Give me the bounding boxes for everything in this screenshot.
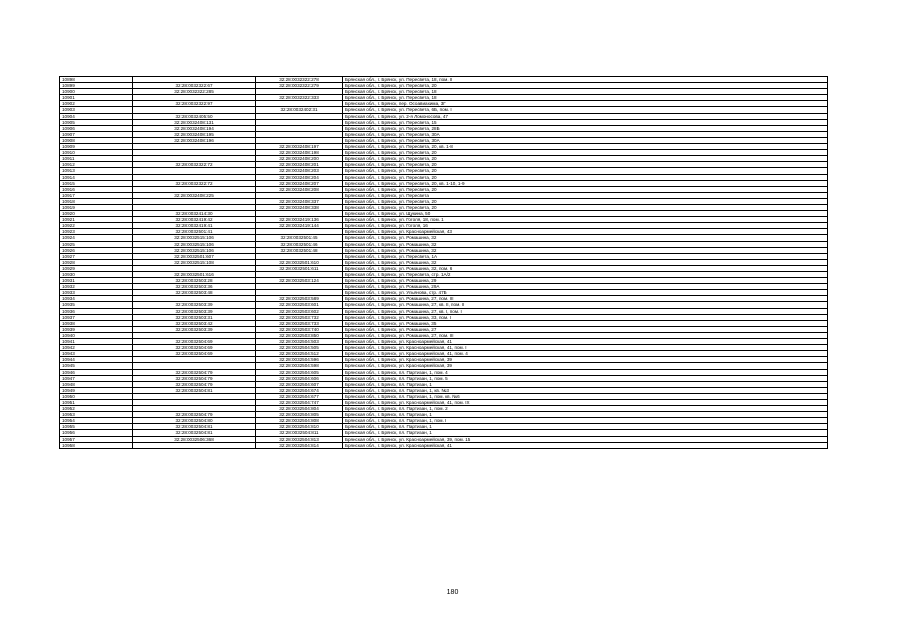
row-number-cell: 10902 bbox=[60, 101, 133, 107]
row-number-cell: 10933 bbox=[60, 290, 133, 296]
address-cell: Брянская обл., г. Брянск, ул. Пересвета, 18 bbox=[343, 95, 828, 101]
row-number-cell: 10934 bbox=[60, 296, 133, 302]
land-cadastral-number-cell: 32:28:0032503:39 bbox=[133, 302, 256, 308]
land-cadastral-number-cell: 32:28:0032515:106 bbox=[133, 241, 256, 247]
row-number-cell: 10909 bbox=[60, 144, 133, 150]
address-cell: Брянская обл., г. Брянск, ул. Ромашина, 27, кв. I, пом. I bbox=[343, 308, 828, 314]
building-cadastral-number-cell: 32:28:0032504:605 bbox=[256, 369, 343, 375]
land-cadastral-number-cell: 32:28:0032503:31 bbox=[133, 314, 256, 320]
address-cell: Брянская обл., г. Брянск, пл. Партизан, 1, пом. 4 bbox=[343, 369, 828, 375]
row-number-cell: 10898 bbox=[60, 77, 133, 83]
address-cell: Брянская обл., г. Брянск, пл. Партизан, 1, пом. 2 bbox=[343, 406, 828, 412]
row-number-cell: 10948 bbox=[60, 381, 133, 387]
building-cadastral-number-cell: 32:28:0032504:596 bbox=[256, 357, 343, 363]
land-cadastral-number-cell: 32:28:0032419:42 bbox=[133, 217, 256, 223]
land-cadastral-number-cell: 32:28:0032504:79 bbox=[133, 381, 256, 387]
address-cell: Брянская обл., г. Брянск, ул. Пересвета, 20, кв. 1-10, 1-9 bbox=[343, 180, 828, 186]
row-number-cell: 10927 bbox=[60, 253, 133, 259]
building-cadastral-number-cell: 32:28:0032504:805 bbox=[256, 412, 343, 418]
row-number-cell: 10951 bbox=[60, 399, 133, 405]
row-number-cell: 10913 bbox=[60, 168, 133, 174]
land-cadastral-number-cell: 32:28:0032322:67 bbox=[133, 83, 256, 89]
row-number-cell: 10911 bbox=[60, 156, 133, 162]
land-cadastral-number-cell: 32:28:0032419:41 bbox=[133, 223, 256, 229]
row-number-cell: 10914 bbox=[60, 174, 133, 180]
row-number-cell: 10923 bbox=[60, 229, 133, 235]
land-cadastral-number-cell: 32:28:0032408:131 bbox=[133, 119, 256, 125]
row-number-cell: 10941 bbox=[60, 339, 133, 345]
address-cell: Брянская обл., г. Брянск, пл. Партизан, 1 bbox=[343, 430, 828, 436]
address-cell: Брянская обл., г. Брянск, ул. Пересвета, стр. 1А/2 bbox=[343, 272, 828, 278]
row-number-cell: 10957 bbox=[60, 436, 133, 442]
row-number-cell: 10928 bbox=[60, 259, 133, 265]
building-cadastral-number-cell: 32:28:0032408:207 bbox=[256, 180, 343, 186]
land-cadastral-number-cell: 32:28:0032503:42 bbox=[133, 320, 256, 326]
building-cadastral-number-cell: 32:28:0032504:810 bbox=[256, 424, 343, 430]
building-cadastral-number-cell: 32:28:0032503:589 bbox=[256, 296, 343, 302]
row-number-cell: 10942 bbox=[60, 345, 133, 351]
land-cadastral-number-cell: 32:28:0032408:195 bbox=[133, 131, 256, 137]
address-cell: Брянская обл., г. Брянск, ул. Ромашина, 32 bbox=[343, 235, 828, 241]
land-cadastral-number-cell: 32:28:0032504:79 bbox=[133, 375, 256, 381]
land-cadastral-number-cell: 32:28:0032322:72 bbox=[133, 162, 256, 168]
row-number-cell: 10950 bbox=[60, 393, 133, 399]
table-row bbox=[60, 442, 828, 448]
row-number-cell: 10947 bbox=[60, 375, 133, 381]
building-cadastral-number-cell: 32:28:0032503:733 bbox=[256, 320, 343, 326]
address-cell: Брянская обл., г. Брянск, ул. Пересвета, 30А bbox=[343, 131, 828, 137]
land-cadastral-number-cell: 32:28:0032501:607 bbox=[133, 253, 256, 259]
building-cadastral-number-cell: 32:28:0032503:850 bbox=[256, 332, 343, 338]
address-cell: Брянская обл., г. Брянск, ул. Пересвета, 20 bbox=[343, 204, 828, 210]
land-cadastral-number-cell: 32:28:0032515:108 bbox=[133, 259, 256, 265]
building-cadastral-number-cell: 32:28:0032504:677 bbox=[256, 393, 343, 399]
row-number-cell: 10944 bbox=[60, 357, 133, 363]
building-cadastral-number-cell: 32:28:0032322:278 bbox=[256, 77, 343, 83]
address-cell: Брянская обл., г. Брянск, ул. Красноармейская, 41, пом. 4 bbox=[343, 351, 828, 357]
building-cadastral-number-cell: 32:28:0032504:813 bbox=[256, 436, 343, 442]
address-cell: Брянская обл., г. Брянск, ул. Гоголя, 18, пом. 1 bbox=[343, 217, 828, 223]
building-cadastral-number-cell: 32:28:0032504:814 bbox=[256, 442, 343, 448]
address-cell: Брянская обл., г. Брянск, ул. Красноармейская, 39, пом. 15 bbox=[343, 436, 828, 442]
address-cell: Брянская обл., г. Брянск, ул. Ульянова, стр. 47Б bbox=[343, 290, 828, 296]
address-cell: Брянская обл., г. Брянск, ул. Пересвета, 20 bbox=[343, 83, 828, 89]
address-cell: Брянская обл., г. Брянск, ул. Пересвета, 20 bbox=[343, 168, 828, 174]
row-number-cell: 10919 bbox=[60, 204, 133, 210]
row-number-cell: 10908 bbox=[60, 137, 133, 143]
address-cell: Брянская обл., г. Брянск, ул. Ромашина, 29А bbox=[343, 284, 828, 290]
address-cell: Брянская обл., г. Брянск, пл. Партизан, 1, пом. 5 bbox=[343, 375, 828, 381]
address-cell: Брянская обл., г. Брянск, ул. Ромашина, 27, пом. III bbox=[343, 332, 828, 338]
address-cell: Брянская обл., г. Брянск, ул. Пересвета, 18, пом. II bbox=[343, 77, 828, 83]
building-cadastral-number-cell: 32:28:0032408:197 bbox=[256, 144, 343, 150]
row-number-cell: 10956 bbox=[60, 430, 133, 436]
building-cadastral-number-cell: 32:28:0032408:198 bbox=[256, 150, 343, 156]
building-cadastral-number-cell: 32:28:0032408:208 bbox=[256, 186, 343, 192]
address-cell: Брянская обл., г. Брянск, пл. Партизан, 1 bbox=[343, 381, 828, 387]
address-cell: Брянская обл., г. Брянск, пл. Партизан, 1, пом. I bbox=[343, 418, 828, 424]
address-cell: Брянская обл., г. Брянск, ул. Красноармейская, 41 bbox=[343, 442, 828, 448]
building-cadastral-number-cell: 32:28:0032501:48 bbox=[256, 247, 343, 253]
land-cadastral-number-cell: 32:28:0032504:79 bbox=[133, 412, 256, 418]
address-cell: Брянская обл., г. Брянск, ул. Пересвета bbox=[343, 192, 828, 198]
row-number-cell: 10931 bbox=[60, 278, 133, 284]
building-cadastral-number-cell: 32:28:0032408:338 bbox=[256, 204, 343, 210]
land-cadastral-number-cell: 32:28:0032503:39 bbox=[133, 326, 256, 332]
building-cadastral-number-cell: 32:28:0032504:503 bbox=[256, 339, 343, 345]
building-cadastral-number-cell: 32:28:0032504:674 bbox=[256, 387, 343, 393]
land-cadastral-number-cell: 32:28:0032504:69 bbox=[133, 345, 256, 351]
address-cell: Брянская обл., г. Брянск, ул. Ромашина, 29 bbox=[343, 278, 828, 284]
row-number-cell: 10939 bbox=[60, 326, 133, 332]
address-cell: Брянская обл., г. Брянск, ул. Ромашина, 33, пом. I bbox=[343, 314, 828, 320]
address-cell: Брянская обл., г. Брянск, ул. Пересвета, 6Б, пом. I bbox=[343, 107, 828, 113]
building-cadastral-number-cell: 32:28:0032504:808 bbox=[256, 418, 343, 424]
row-number-cell: 10903 bbox=[60, 107, 133, 113]
land-cadastral-number-cell: 32:28:0032503:48 bbox=[133, 290, 256, 296]
land-cadastral-number-cell: 32:28:0032504:69 bbox=[133, 339, 256, 345]
address-cell: Брянская обл., г. Брянск, ул. Пересвета, 20 bbox=[343, 162, 828, 168]
row-number-cell: 10906 bbox=[60, 125, 133, 131]
building-cadastral-number-cell: 32:28:0032504:607 bbox=[256, 381, 343, 387]
building-cadastral-number-cell: 32:28:0032408:201 bbox=[256, 162, 343, 168]
row-number-cell: 10905 bbox=[60, 119, 133, 125]
row-number-cell: 10907 bbox=[60, 131, 133, 137]
building-cadastral-number-cell: 32:28:0032504:747 bbox=[256, 399, 343, 405]
address-cell: Брянская обл., г. Брянск, ул. 2-я Ломоносова, 47 bbox=[343, 113, 828, 119]
building-cadastral-number-cell: 32:28:0032504:512 bbox=[256, 351, 343, 357]
row-number-cell: 10926 bbox=[60, 247, 133, 253]
address-cell: Брянская обл., г. Брянск, ул. Ромашина, 32 bbox=[343, 247, 828, 253]
building-cadastral-number-cell: 32:28:0032501:611 bbox=[256, 265, 343, 271]
address-cell: Брянская обл., г. Брянск, ул. Ромашина, 32 bbox=[343, 259, 828, 265]
land-cadastral-number-cell: 32:28:0032515:106 bbox=[133, 247, 256, 253]
building-cadastral-number-cell: 32:28:0032503:740 bbox=[256, 326, 343, 332]
row-number-cell: 10921 bbox=[60, 217, 133, 223]
address-cell: Брянская обл., г. Брянск, ул. Пересвета, 20 bbox=[343, 186, 828, 192]
land-cadastral-number-cell: 32:28:0032504:81 bbox=[133, 387, 256, 393]
row-number-cell: 10930 bbox=[60, 272, 133, 278]
row-number-cell: 10924 bbox=[60, 235, 133, 241]
land-cadastral-number-cell: 32:28:0032322:72 bbox=[133, 180, 256, 186]
address-cell: Брянская обл., г. Брянск, ул. Пересвета, 20 bbox=[343, 198, 828, 204]
building-cadastral-number-cell: 32:28:0032501:610 bbox=[256, 259, 343, 265]
land-cadastral-number-cell: 32:28:0032504:69 bbox=[133, 351, 256, 357]
address-cell: Брянская обл., г. Брянск, пл. Партизан, 1 bbox=[343, 424, 828, 430]
land-cadastral-number-cell: 32:28:0032408:194 bbox=[133, 125, 256, 131]
address-cell: Брянская обл., г. Брянск, ул. Пересвета, 30А bbox=[343, 137, 828, 143]
row-number-cell: 10925 bbox=[60, 241, 133, 247]
address-cell: Брянская обл., г. Брянск, ул. Пересвета, 28Б bbox=[343, 125, 828, 131]
row-number-cell: 10952 bbox=[60, 406, 133, 412]
row-number-cell: 10899 bbox=[60, 83, 133, 89]
building-cadastral-number-cell: 32:28:0032408:204 bbox=[256, 174, 343, 180]
row-number-cell: 10900 bbox=[60, 89, 133, 95]
row-number-cell: 10953 bbox=[60, 412, 133, 418]
building-cadastral-number-cell: 32:28:0032408:203 bbox=[256, 168, 343, 174]
registry-table-body bbox=[60, 77, 828, 449]
land-cadastral-number-cell: 32:28:0032405:50 bbox=[133, 113, 256, 119]
address-cell: Брянская обл., г. Брянск, ул. Ромашина, 27, пом. III bbox=[343, 296, 828, 302]
row-number-cell: 10949 bbox=[60, 387, 133, 393]
row-number-cell: 10937 bbox=[60, 314, 133, 320]
row-number-cell: 10920 bbox=[60, 211, 133, 217]
address-cell: Брянская обл., г. Брянск, ул. Ромашина, 27 bbox=[343, 326, 828, 332]
address-cell: Брянская обл., г. Брянск, ул. Пересвета, 18 bbox=[343, 89, 828, 95]
land-cadastral-number-cell: 32:28:0032504:81 bbox=[133, 424, 256, 430]
building-cadastral-number-cell: 32:28:0032402:31 bbox=[256, 107, 343, 113]
building-cadastral-number-cell: 32:28:0032503:602 bbox=[256, 308, 343, 314]
row-number-cell: 10916 bbox=[60, 186, 133, 192]
land-cadastral-number-cell: 32:28:0032408:196 bbox=[133, 137, 256, 143]
land-cadastral-number-cell: 32:28:0032506:368 bbox=[133, 436, 256, 442]
row-number-cell: 10901 bbox=[60, 95, 133, 101]
row-number-cell: 10954 bbox=[60, 418, 133, 424]
address-cell: Брянская обл., г. Брянск, ул. Красноармейская, 39 bbox=[343, 357, 828, 363]
building-cadastral-number-cell: 32:28:0032503:601 bbox=[256, 302, 343, 308]
row-number-cell: 10917 bbox=[60, 192, 133, 198]
land-cadastral-number-cell: 32:28:0032414:30 bbox=[133, 211, 256, 217]
address-cell: Брянская обл., г. Брянск, ул. Щукина, 50 bbox=[343, 211, 828, 217]
land-cadastral-number-cell: 32:28:0032408:225 bbox=[133, 192, 256, 198]
address-cell: Брянская обл., г. Брянск, пл. Партизан, 1 bbox=[343, 412, 828, 418]
land-cadastral-number-cell: 32:28:0032322:97 bbox=[133, 101, 256, 107]
row-number-cell: 10943 bbox=[60, 351, 133, 357]
building-cadastral-number-cell: 32:28:0032504:811 bbox=[256, 430, 343, 436]
address-cell: Брянская обл., г. Брянск, ул. Пересвета, 1А bbox=[343, 253, 828, 259]
address-cell: Брянская обл., г. Брянск, ул. Пересвета, 20 bbox=[343, 174, 828, 180]
land-cadastral-number-cell: 32:28:0032504:80 bbox=[133, 418, 256, 424]
address-cell: Брянская обл., г. Брянск, ул. Гоголя, 16 bbox=[343, 223, 828, 229]
land-cadastral-number-cell: 32:28:0032503:36 bbox=[133, 284, 256, 290]
land-cadastral-number-cell: 32:28:0032515:106 bbox=[133, 235, 256, 241]
land-cadastral-number-cell: 32:28:0032504:81 bbox=[133, 430, 256, 436]
building-cadastral-number-cell: 32:28:0032501:46 bbox=[256, 241, 343, 247]
row-number-cell: 10935 bbox=[60, 302, 133, 308]
address-cell: Брянская обл., г. Брянск, пер. Осоавиахима, 3Г bbox=[343, 101, 828, 107]
address-cell: Брянская обл., г. Брянск, ул. Ромашина, 32, пом. 6 bbox=[343, 265, 828, 271]
address-cell: Брянская обл., г. Брянск, ул. Красноармейская, 43 bbox=[343, 229, 828, 235]
registry-table bbox=[59, 76, 828, 449]
building-cadastral-number-cell: 32:28:0032504:804 bbox=[256, 406, 343, 412]
row-number-cell: 10938 bbox=[60, 320, 133, 326]
building-cadastral-number-cell: 32:28:0032419:144 bbox=[256, 223, 343, 229]
row-number-cell: 10958 bbox=[60, 442, 133, 448]
building-cadastral-number-cell: 32:28:0032501:45 bbox=[256, 235, 343, 241]
row-number-cell: 10915 bbox=[60, 180, 133, 186]
land-cadastral-number-cell bbox=[133, 442, 256, 448]
land-cadastral-number-cell: 32:28:0032503:39 bbox=[133, 308, 256, 314]
building-cadastral-number-cell: 32:28:0032504:606 bbox=[256, 375, 343, 381]
building-cadastral-number-cell: 32:28:0032504:505 bbox=[256, 345, 343, 351]
address-cell: Брянская обл., г. Брянск, ул. Ромашина, 35 bbox=[343, 320, 828, 326]
address-cell: Брянская обл., г. Брянск, ул. Красноармейская, 41, пом. IX bbox=[343, 399, 828, 405]
address-cell: Брянская обл., г. Брянск, пл. Партизан, 1, кв. №3 bbox=[343, 387, 828, 393]
building-cadastral-number-cell: 32:28:0032322:333 bbox=[256, 95, 343, 101]
address-cell: Брянская обл., г. Брянск, ул. Ромашина, 32 bbox=[343, 241, 828, 247]
land-cadastral-number-cell: 32:28:0032501:41 bbox=[133, 229, 256, 235]
row-number-cell: 10945 bbox=[60, 363, 133, 369]
land-cadastral-number-cell: 32:28:0032503:28 bbox=[133, 278, 256, 284]
address-cell: Брянская обл., г. Брянск, ул. Красноармейская, 39 bbox=[343, 363, 828, 369]
row-number-cell: 10910 bbox=[60, 150, 133, 156]
address-cell: Брянская обл., г. Брянск, ул. Красноармейская, 41, пом. I bbox=[343, 345, 828, 351]
building-cadastral-number-cell: 32:28:0032504:598 bbox=[256, 363, 343, 369]
row-number-cell: 10940 bbox=[60, 332, 133, 338]
building-cadastral-number-cell: 32:28:0032408:200 bbox=[256, 156, 343, 162]
row-number-cell: 10918 bbox=[60, 198, 133, 204]
address-cell: Брянская обл., г. Брянск, ул. Пересвета, 20, кв. 1-8 bbox=[343, 144, 828, 150]
row-number-cell: 10946 bbox=[60, 369, 133, 375]
address-cell: Брянская обл., г. Брянск, ул. Пересвета, 20 bbox=[343, 150, 828, 156]
address-cell: Брянская обл., г. Брянск, ул. Пересвета, 20 bbox=[343, 156, 828, 162]
row-number-cell: 10955 bbox=[60, 424, 133, 430]
address-cell: Брянская обл., г. Брянск, ул. Пересвета, 15 bbox=[343, 119, 828, 125]
row-number-cell: 10922 bbox=[60, 223, 133, 229]
building-cadastral-number-cell: 32:28:0032408:337 bbox=[256, 198, 343, 204]
land-cadastral-number-cell: 32:28:0032322:285 bbox=[133, 89, 256, 95]
row-number-cell: 10904 bbox=[60, 113, 133, 119]
address-cell: Брянская обл., г. Брянск, ул. Ромашина, 27, кв. II, пом. II bbox=[343, 302, 828, 308]
row-number-cell: 10936 bbox=[60, 308, 133, 314]
address-cell: Брянская обл., г. Брянск, ул. Красноармейская, 41 bbox=[343, 339, 828, 345]
building-cadastral-number-cell: 32:28:0032419:136 bbox=[256, 217, 343, 223]
address-cell: Брянская обл., г. Брянск, пл. Партизан, 1, пом. кв. №6 bbox=[343, 393, 828, 399]
building-cadastral-number-cell: 32:28:0032503:732 bbox=[256, 314, 343, 320]
land-cadastral-number-cell: 32:28:0032504:79 bbox=[133, 369, 256, 375]
row-number-cell: 10932 bbox=[60, 284, 133, 290]
row-number-cell: 10929 bbox=[60, 265, 133, 271]
building-cadastral-number-cell: 32:28:0032322:279 bbox=[256, 83, 343, 89]
row-number-cell: 10912 bbox=[60, 162, 133, 168]
land-cadastral-number-cell: 32:28:0032501:616 bbox=[133, 272, 256, 278]
building-cadastral-number-cell: 32:28:0032503:124 bbox=[256, 278, 343, 284]
page-number: 180 bbox=[446, 589, 459, 596]
